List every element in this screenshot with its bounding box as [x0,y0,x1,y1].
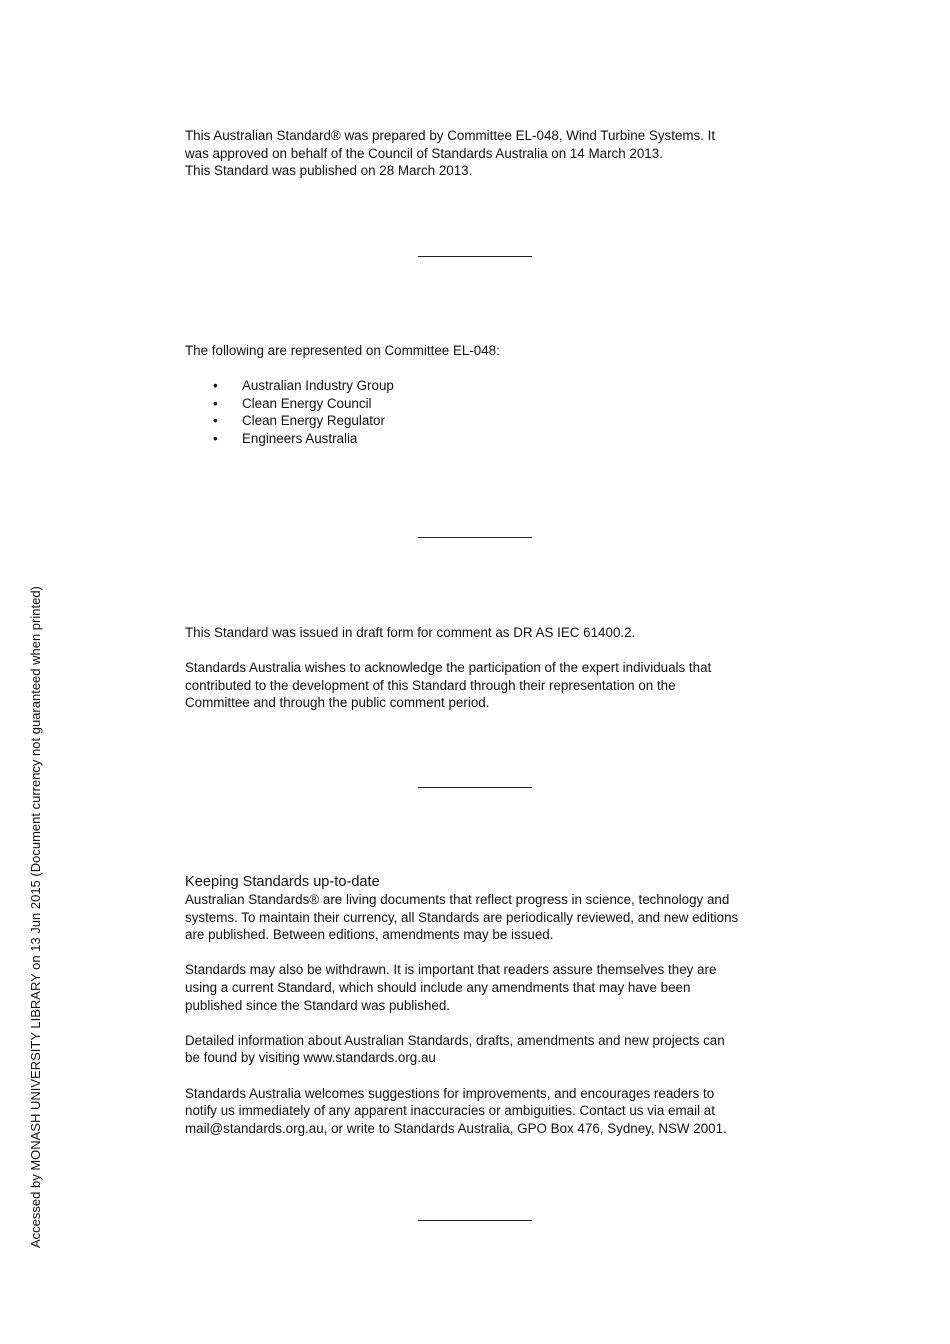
uptodate-p3-prefix: be found by visiting [185,1050,304,1066]
section-divider-1 [418,256,532,257]
committee-member: • Clean Energy Regulator [185,412,775,430]
uptodate-p4-line-1: Standards Australia welcomes suggestions for improvements, and encourages readers to [185,1085,715,1101]
preparation-statement [185,127,775,180]
section-divider-2 [418,537,532,538]
uptodate-p2-line-1: Standards may also be withdrawn. It is important that readers assure themselves they are [185,962,717,978]
uptodate-p4-line-2: notify us immediately of any apparent inaccuracies or ambiguities. Contact us via email at [185,1103,715,1119]
committee-member: • Engineers Australia [185,430,775,448]
uptodate-p2-line-3: published since the Standard was published. [185,997,451,1013]
acknowledgement-line-3: Committee and through the public comment period. [185,695,490,711]
preparation-line-3: This Standard was published on 28 March 2013. [185,163,473,179]
uptodate-p1-line-1: Australian Standards® are living documents that reflect progress in science, technology and [185,892,730,907]
committee-member-list [185,377,775,447]
uptodate-p3-line-1: Detailed information about Australian Standards, drafts, amendments and new projects can [185,1032,725,1048]
uptodate-heading: Keeping Standards up-to-date [185,874,380,890]
uptodate-p1-line-3: are published. Between editions, amendments may be issued. [185,927,554,943]
preparation-line-1: This Australian Standard® was prepared by Committee EL-048, Wind Turbine Systems. It [185,128,716,143]
draft-section [185,624,775,712]
committee-section [185,342,775,448]
committee-intro: The following are represented on Committee EL-048: [185,343,500,358]
standards-website-link[interactable]: www.standards.org.au [303,1050,436,1066]
acknowledgement-line-2: contributed to the development of this Standard through their representation on the [185,677,676,693]
section-divider-4 [418,1220,532,1221]
uptodate-p4-suffix: , or write to Standards Australia, GPO Box 476, Sydney, NSW 2001. [323,1120,727,1136]
committee-member: • Clean Energy Council [185,395,775,413]
acknowledgement-line-1: Standards Australia wishes to acknowledge the participation of the expert individuals that [185,660,712,676]
uptodate-p3-line-2 [185,1049,775,1067]
section-divider-3 [418,787,532,788]
contact-email-link[interactable]: mail@standards.org.au [185,1120,324,1136]
uptodate-p2-line-2: using a current Standard, which should include any amendments that may have been [185,979,691,995]
uptodate-p1-line-2: systems. To maintain their currency, all Standards are periodically reviewed, and new editions [185,909,739,925]
uptodate-p4-line-3 [185,1120,775,1138]
uptodate-section [185,873,775,1137]
preparation-line-2: was approved on behalf of the Council of Standards Australia on 14 March 2013. [185,145,663,161]
draft-issued-text: This Standard was issued in draft form for comment as DR AS IEC 61400.2. [185,625,636,640]
access-watermark-note: Accessed by MONASH UNIVERSITY LIBRARY on 13 Jun 2015 (Document currency not guaranteed when printed) [28,586,43,1248]
committee-member: • Australian Industry Group [185,377,775,395]
